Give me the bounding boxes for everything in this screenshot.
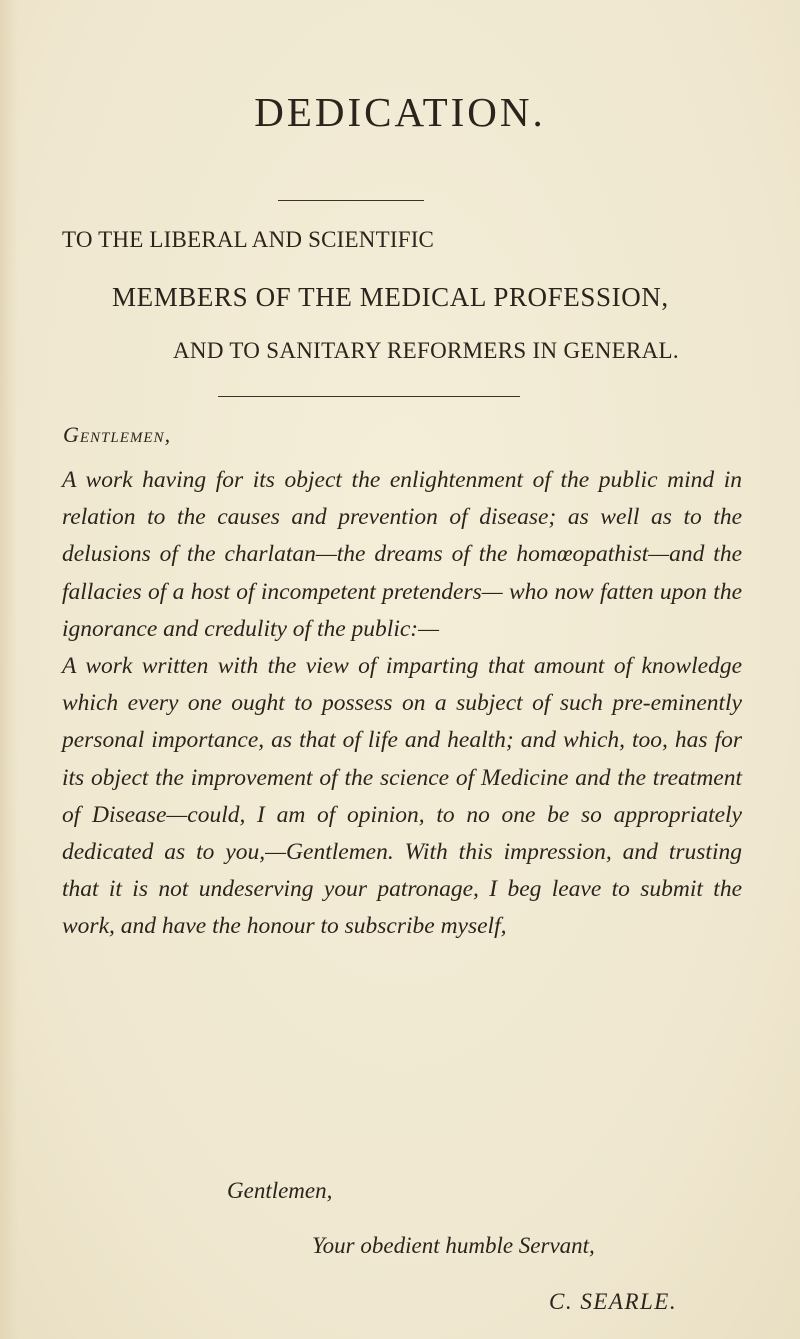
body-paragraph: A work written with the view of imparting that amount of knowledge which every one ought to possess on a subject of such pre-eminently personal importance, as that of life and health; and which, too, has for its object the improvement of the science of Medicine and the treatment of Disease—could, I am of opinion, to no one be so appropriately dedicated as to you,—Gentlemen. With this impression, and trusting that it is not undeserving your patronage, I beg leave to submit the work, and have the honour to subscribe myself,: [62, 653, 742, 940]
dedicatee-line-2: MEMBERS OF THE MEDICAL PROFESSION,: [112, 282, 669, 312]
title-divider: [278, 200, 424, 201]
author-signature: C. SEARLE.: [549, 1289, 678, 1314]
closing-salutation: Gentlemen,: [227, 1178, 333, 1203]
dedicatee-line-3: AND TO SANITARY REFORMERS IN GENERAL.: [173, 338, 679, 363]
dedicatee-line-1: TO THE LIBERAL AND SCIENTIFIC: [62, 227, 435, 252]
page-title: DEDICATION.: [254, 89, 546, 135]
dedication-body: [62, 462, 742, 946]
closing-valediction: Your obedient humble Servant,: [312, 1233, 595, 1258]
page-edge-shadow: [0, 0, 18, 1339]
salutation: Gentlemen,: [63, 422, 172, 447]
body-paragraph: A work having for its object the enlightenment of the public mind in relation to the causes and prevention of disease; as well as to the delusions of the charlatan—the dreams of the homœopathist—and the fallacies of a host of incompetent pretenders— who now fatten upon the ignorance and credulity of the public:—: [62, 467, 742, 642]
dedicatee-divider: [218, 396, 520, 397]
